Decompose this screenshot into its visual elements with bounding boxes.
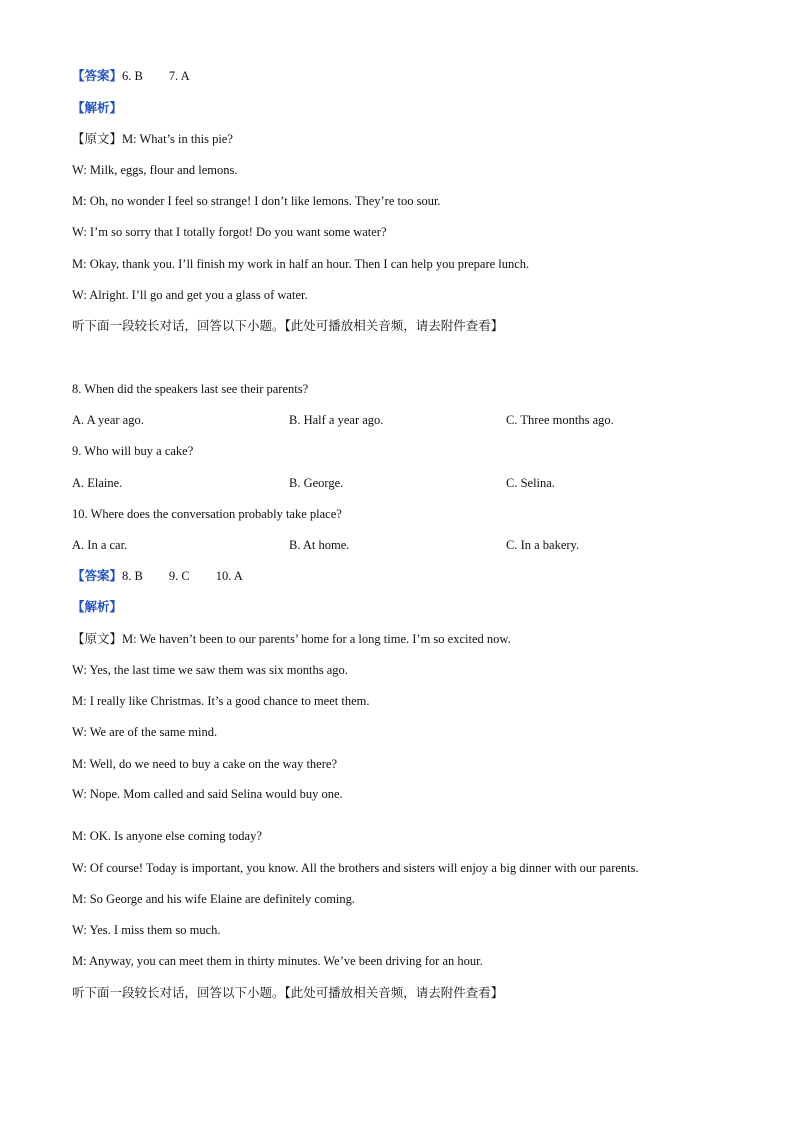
option-10a: A. In a car. xyxy=(72,538,128,552)
dialogue-line: 【原文】M: We haven’t been to our parents’ home for a long time. I’m so excited now. xyxy=(72,631,511,646)
dialogue-line: M: Anyway, you can meet them in thirty minutes. We’ve been driving for an hour. xyxy=(72,954,483,968)
dialogue-line: W: Milk, eggs, flour and lemons. xyxy=(72,163,238,177)
listening-instruction: 听下面一段较长对话，回答以下小题。【此处可播放相关音频，请去附件查看】 xyxy=(72,318,504,333)
dialogue-line: M: Well, do we need to buy a cake on the way there? xyxy=(72,757,337,771)
dialogue-line: W: Alright. I’ll go and get you a glass of water. xyxy=(72,288,308,302)
dialogue-line: W: Yes. I miss them so much. xyxy=(72,923,221,937)
dialogue-line: W: Nope. Mom called and said Selina would buy one. xyxy=(72,787,343,801)
listening-instruction: 听下面一段较长对话，回答以下小题。【此处可播放相关音频，请去附件查看】 xyxy=(72,985,504,1000)
question-9: 9. Who will buy a cake? xyxy=(72,444,194,458)
option-8a: A. A year ago. xyxy=(72,413,144,427)
original-tag: 【原文】 xyxy=(72,131,123,146)
dialogue-line: M: Okay, thank you. I’ll finish my work in half an hour. Then I can help you prepare lunch. xyxy=(72,257,530,271)
dialogue-line: M: I really like Christmas. It’s a good chance to meet them. xyxy=(72,694,370,708)
analysis-heading: 【解析】 xyxy=(72,100,123,115)
dialogue-line: M: OK. Is anyone else coming today? xyxy=(72,829,262,843)
dialogue-line: W: I’m so sorry that I totally forgot! Do you want some water? xyxy=(72,225,387,239)
answer-item: 10. A xyxy=(215,569,243,583)
dialogue-line: 【原文】M: What’s in this pie? xyxy=(72,131,233,146)
answer-line-2 xyxy=(72,568,243,584)
question-10: 10. Where does the conversation probably take place? xyxy=(72,507,342,521)
dialogue-line: M: So George and his wife Elaine are definitely coming. xyxy=(72,892,356,906)
analysis-heading: 【解析】 xyxy=(72,599,123,614)
question-8: 8. When did the speakers last see their parents? xyxy=(72,382,309,396)
answer-item: 8. B xyxy=(122,569,143,583)
answer-tag: 【答案】 xyxy=(72,68,123,83)
option-9a: A. Elaine. xyxy=(72,476,123,490)
answer-item: 6. B xyxy=(122,69,143,83)
option-8c: C. Three months ago. xyxy=(506,413,614,427)
dialogue-line: W: We are of the same mind. xyxy=(72,725,218,739)
answer-item: 9. C xyxy=(168,569,190,583)
dialogue-line: W: Of course! Today is important, you know. All the brothers and sisters will enjoy a big dinner with our parents. xyxy=(72,861,639,875)
answer-item: 7. A xyxy=(168,69,190,83)
option-10c: C. In a bakery. xyxy=(506,538,580,552)
answer-line-1 xyxy=(72,68,190,84)
dialogue-line: M: Oh, no wonder I feel so strange! I don’t like lemons. They’re too sour. xyxy=(72,194,441,208)
option-9b: B. George. xyxy=(289,476,344,490)
answer-tag: 【答案】 xyxy=(72,568,123,583)
dialogue-line: W: Yes, the last time we saw them was six months ago. xyxy=(72,663,348,677)
option-9c: C. Selina. xyxy=(506,476,555,490)
option-8b: B. Half a year ago. xyxy=(289,413,384,427)
option-10b: B. At home. xyxy=(289,538,350,552)
original-tag: 【原文】 xyxy=(72,631,123,646)
